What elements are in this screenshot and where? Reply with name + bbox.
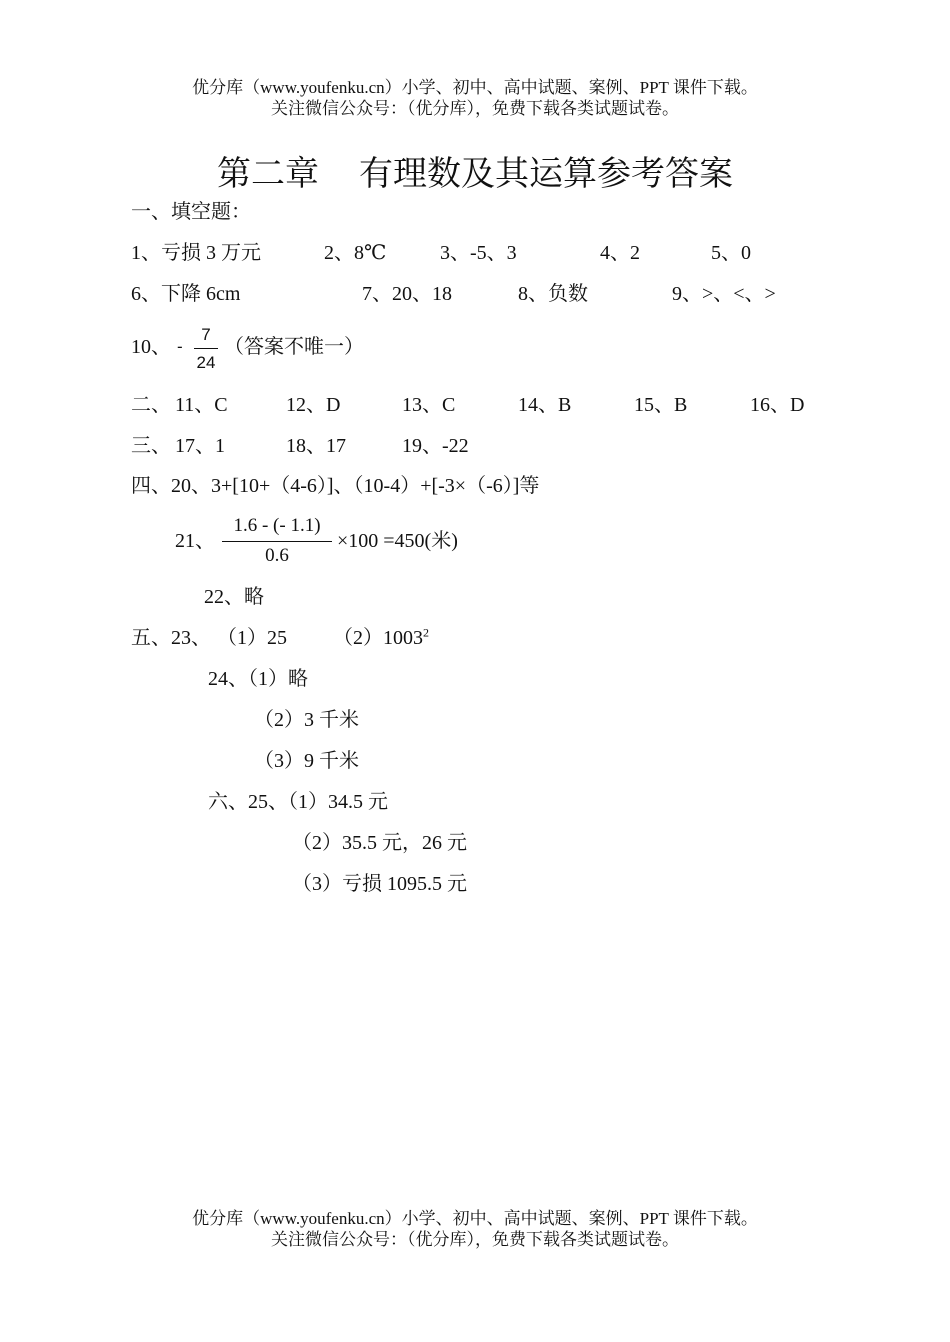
footer-line-1: 优分库（www.youfenku.cn）小学、初中、高中试题、案例、PPT 课件下载。	[192, 1209, 758, 1228]
answer-24-part2: （2）3 千米	[254, 709, 359, 731]
fraction-bar	[194, 348, 218, 349]
answer-1: 1、亏损 3 万元	[131, 242, 261, 264]
answer-16: 16、D	[750, 394, 805, 416]
answer-23-prefix: 五、23、	[131, 627, 211, 649]
header-line-2: 关注微信公众号：（优分库），免费下载各类试题试卷。	[271, 99, 679, 118]
fraction-numerator: 7	[201, 325, 211, 344]
page-title	[0, 146, 950, 195]
title-name: 有理数及其运算参考答案	[359, 154, 733, 194]
answer-2: 2、8℃	[324, 242, 387, 264]
page-footer	[0, 1208, 950, 1250]
answer-3: 3、-5、3	[440, 242, 517, 264]
answer-17: 17、1	[175, 435, 225, 457]
answer-23-base: （2）1003	[333, 627, 423, 649]
answer-23-part1: （1）25	[217, 627, 287, 649]
answer-23-part2	[333, 626, 429, 650]
answer-12: 12、D	[286, 394, 341, 416]
header-line-1: 优分库（www.youfenku.cn）小学、初中、高中试题、案例、PPT 课件下载。	[192, 78, 758, 97]
answer-13: 13、C	[402, 394, 456, 416]
footer-line-2: 关注微信公众号：（优分库），免费下载各类试题试卷。	[271, 1230, 679, 1249]
answer-10-sign: -	[177, 337, 183, 356]
section3-label: 三、	[131, 435, 171, 457]
answer-10-fraction	[192, 323, 220, 375]
answer-21-tail: ×100 =450(米)	[337, 530, 458, 552]
answer-5: 5、0	[711, 242, 751, 264]
page-header	[0, 77, 950, 119]
answer-20: 四、20、3+[10+（4-6）]、（10-4）+[-3×（-6）]等	[131, 475, 540, 497]
answer-14: 14、B	[518, 394, 572, 416]
answer-9: 9、>、<、>	[672, 283, 776, 305]
answer-22: 22、略	[204, 586, 264, 608]
answer-18: 18、17	[286, 435, 346, 457]
title-chapter: 第二章	[217, 154, 319, 194]
answer-6: 6、下降 6cm	[131, 283, 241, 305]
answer-15: 15、B	[634, 394, 688, 416]
answer-21-prefix: 21、	[175, 530, 215, 552]
section2-label: 二、	[131, 394, 171, 416]
answer-11: 11、C	[175, 394, 228, 416]
answer-23-exponent: 2	[423, 625, 429, 640]
fraction-denominator: 24	[196, 353, 216, 372]
fraction-denominator: 0.6	[265, 545, 289, 566]
answer-24-part3: （3）9 千米	[254, 750, 359, 772]
answer-25-part2: （2）35.5 元，26 元	[292, 832, 467, 854]
answer-24-part1: 24、（1）略	[208, 668, 308, 690]
answer-25-part3: （3）亏损 1095.5 元	[292, 873, 467, 895]
answer-4: 4、2	[600, 242, 640, 264]
section1-heading: 一、填空题：	[131, 201, 251, 223]
fraction-numerator: 1.6 - (- 1.1)	[233, 515, 321, 536]
answer-19: 19、-22	[402, 435, 469, 457]
answer-8: 8、负数	[518, 283, 588, 305]
answer-7: 7、20、18	[362, 283, 452, 305]
answer-10-prefix: 10、	[131, 336, 171, 358]
answer-25-part1: 六、25、（1）34.5 元	[208, 791, 388, 813]
fraction-bar	[222, 541, 332, 542]
answer-10-note: （答案不唯一）	[224, 336, 364, 358]
